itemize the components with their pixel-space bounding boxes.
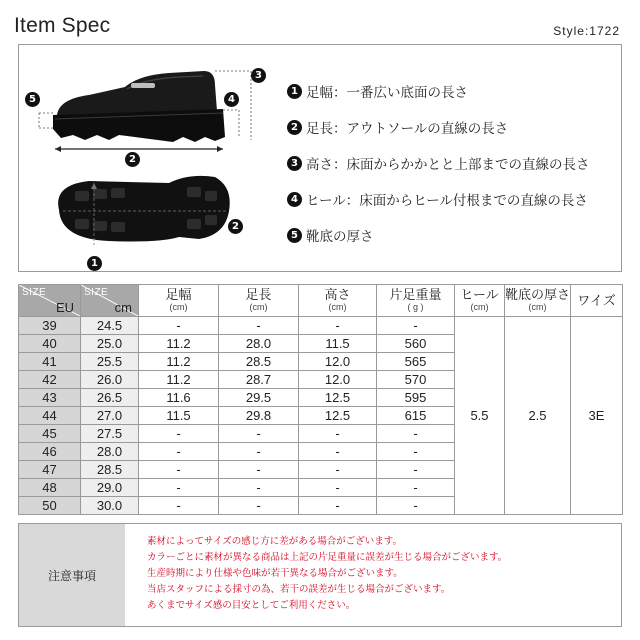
size-eu-cell: 39	[19, 317, 81, 335]
legend-text: 靴底の厚さ	[306, 229, 374, 245]
size-cm-cell: 29.0	[81, 479, 139, 497]
size-cm-cell: 30.0	[81, 497, 139, 515]
length-cell: 29.8	[219, 407, 299, 425]
width-cell: 11.6	[139, 389, 219, 407]
size-cm-cell: 27.0	[81, 407, 139, 425]
number-2-icon: 2	[287, 120, 302, 135]
number-5-icon: 5	[287, 228, 302, 243]
length-cell: -	[219, 461, 299, 479]
weight-cell: -	[377, 479, 455, 497]
marker-4-icon: 4	[224, 92, 239, 107]
number-1-icon: 1	[287, 84, 302, 99]
heel-cell: 5.5	[455, 317, 505, 515]
style-code: Style:1722	[553, 24, 620, 38]
size-eu-cell: 42	[19, 371, 81, 389]
width-cell: -	[139, 425, 219, 443]
size-eu-cell: 44	[19, 407, 81, 425]
length-cell: -	[219, 479, 299, 497]
shoe-side-view	[39, 71, 251, 152]
notes-panel	[18, 523, 622, 627]
sole-thickness-cell: 2.5	[505, 317, 571, 515]
legend-item	[287, 145, 617, 181]
size-label: SIZE	[84, 287, 109, 298]
size-eu-cell: 40	[19, 335, 81, 353]
note-line: 素材によってサイズの感じ方に差がある場合がございます。	[147, 536, 402, 547]
size-cm-header	[81, 285, 139, 317]
length-cell: -	[219, 497, 299, 515]
width-cell: 11.5	[139, 407, 219, 425]
width-cell: 11.2	[139, 353, 219, 371]
size-cm-cell: 26.5	[81, 389, 139, 407]
marker-2b-icon: 2	[228, 219, 243, 234]
number-4-icon: 4	[287, 192, 302, 207]
width-cell: -	[139, 317, 219, 335]
marker-3-icon: 3	[251, 68, 266, 83]
width-cell: 11.2	[139, 371, 219, 389]
cm-label: cm	[114, 300, 132, 315]
size-cm-cell: 28.0	[81, 443, 139, 461]
weight-cell: 615	[377, 407, 455, 425]
legend-text: 高さ：床面からかかとと上部までの直線の長さ	[306, 157, 590, 173]
notes-label: 注意事項	[19, 524, 125, 626]
legend-text: ヒール：床面からヒール付根までの直線の長さ	[306, 193, 588, 209]
size-eu-cell: 47	[19, 461, 81, 479]
table-row	[19, 317, 623, 335]
note-line: あくまでサイズ感の目安としてご利用ください。	[147, 600, 356, 611]
size-label: SIZE	[22, 287, 47, 298]
height-cell: -	[299, 443, 377, 461]
column-header-length: 足長 (cm)	[219, 285, 299, 317]
size-cm-cell: 28.5	[81, 461, 139, 479]
column-header-sole: 靴底の厚さ (cm)	[505, 285, 571, 317]
height-cell: 11.5	[299, 335, 377, 353]
weight-cell: -	[377, 461, 455, 479]
size-cm-cell: 24.5	[81, 317, 139, 335]
weight-cell: 570	[377, 371, 455, 389]
note-line: 生産時期により仕様や色味が若干異なる場合がございます。	[147, 568, 403, 579]
shoe-illustration	[19, 45, 289, 271]
size-cm-cell: 27.5	[81, 425, 139, 443]
table-header-row	[19, 285, 623, 317]
length-cell: 29.5	[219, 389, 299, 407]
weight-cell: 565	[377, 353, 455, 371]
column-header-heel: ヒール (cm)	[455, 285, 505, 317]
width-cell: 11.2	[139, 335, 219, 353]
marker-1-icon: 1	[87, 256, 102, 271]
width-cell: -	[139, 443, 219, 461]
measurement-legend	[287, 73, 617, 253]
shoe-sole-view	[58, 176, 230, 245]
length-cell: -	[219, 443, 299, 461]
note-line: カラーごとに素材が異なる商品は上記の片足重量に誤差が生じる場合がございます。	[147, 552, 508, 563]
height-cell: 12.0	[299, 371, 377, 389]
number-3-icon: 3	[287, 156, 302, 171]
legend-text: 足長：アウトソールの直線の長さ	[306, 121, 509, 137]
legend-item	[287, 73, 617, 109]
legend-item	[287, 181, 617, 217]
size-eu-header	[19, 285, 81, 317]
width-cell: -	[139, 479, 219, 497]
notes-text	[125, 524, 621, 626]
height-cell: -	[299, 461, 377, 479]
length-cell: 28.0	[219, 335, 299, 353]
height-cell: -	[299, 497, 377, 515]
size-eu-cell: 41	[19, 353, 81, 371]
size-cm-cell: 25.0	[81, 335, 139, 353]
wise-cell: 3E	[571, 317, 623, 515]
weight-cell: -	[377, 443, 455, 461]
weight-cell: -	[377, 497, 455, 515]
legend-item	[287, 109, 617, 145]
width-cell: -	[139, 461, 219, 479]
height-cell: 12.5	[299, 407, 377, 425]
length-cell: -	[219, 317, 299, 335]
size-eu-cell: 45	[19, 425, 81, 443]
column-header-weight: 片足重量 ( g )	[377, 285, 455, 317]
length-cell: -	[219, 425, 299, 443]
size-eu-cell: 50	[19, 497, 81, 515]
legend-text: 足幅：一番広い底面の長さ	[306, 85, 468, 101]
column-header-wise: ワイズ	[571, 285, 623, 317]
size-cm-cell: 26.0	[81, 371, 139, 389]
marker-2-icon: 2	[125, 152, 140, 167]
size-cm-cell: 25.5	[81, 353, 139, 371]
weight-cell: -	[377, 425, 455, 443]
note-line: 当店スタッフによる採寸の為、若干の誤差が生じる場合がございます。	[147, 584, 451, 595]
marker-5-icon: 5	[25, 92, 40, 107]
legend-item	[287, 217, 617, 253]
column-header-width: 足幅 (cm)	[139, 285, 219, 317]
height-cell: -	[299, 425, 377, 443]
length-cell: 28.7	[219, 371, 299, 389]
height-cell: -	[299, 317, 377, 335]
size-eu-cell: 48	[19, 479, 81, 497]
weight-cell: 595	[377, 389, 455, 407]
column-header-height: 高さ (cm)	[299, 285, 377, 317]
eu-label: EU	[55, 300, 74, 315]
height-cell: -	[299, 479, 377, 497]
spec-illustration-panel	[18, 44, 622, 272]
size-eu-cell: 46	[19, 443, 81, 461]
page-title: Item Spec	[14, 14, 111, 37]
height-cell: 12.0	[299, 353, 377, 371]
size-rows	[19, 317, 623, 515]
weight-cell: -	[377, 317, 455, 335]
height-cell: 12.5	[299, 389, 377, 407]
width-cell: -	[139, 497, 219, 515]
size-eu-cell: 43	[19, 389, 81, 407]
length-cell: 28.5	[219, 353, 299, 371]
weight-cell: 560	[377, 335, 455, 353]
size-table	[18, 284, 623, 515]
